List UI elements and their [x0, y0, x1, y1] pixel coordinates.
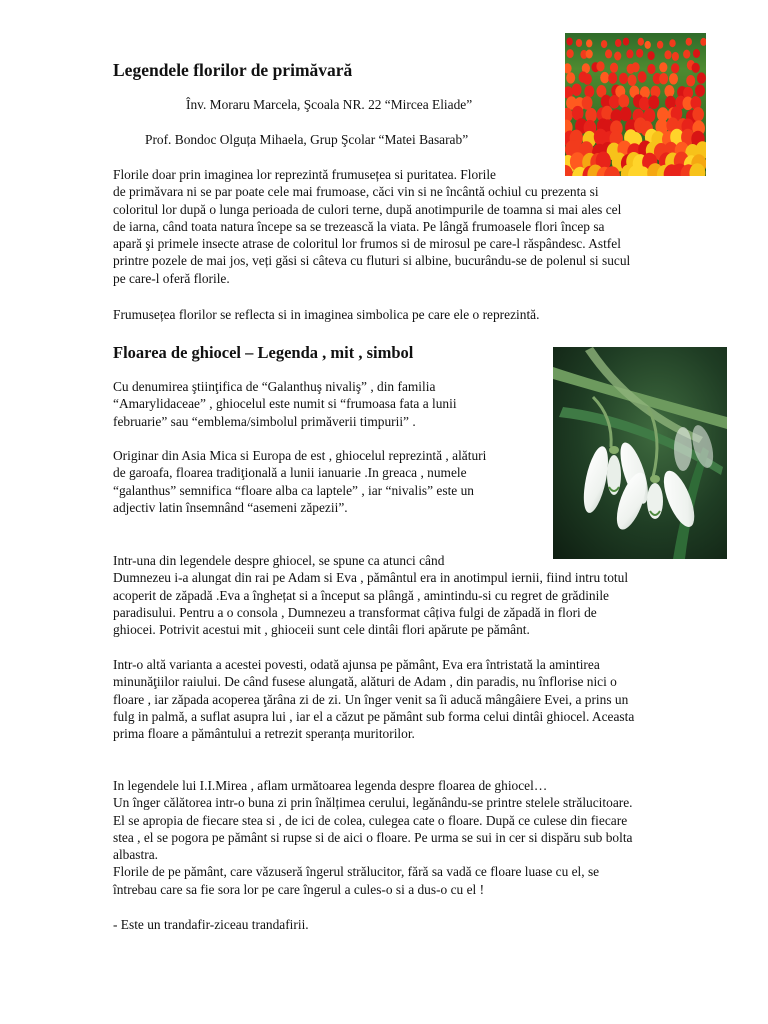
legend-paragraph-1: [113, 552, 628, 638]
snowdrop-paragraph-2: [113, 447, 486, 516]
tulip-blossom: [572, 84, 582, 96]
tulip-blossom: [586, 50, 593, 59]
tulip-blossom: [645, 41, 651, 49]
tulip-blossom: [586, 39, 592, 47]
text-line: ghiocei. Potrivit acestui mit , ghioceii sunt cele dintâi flori apărute pe pământ.: [113, 622, 530, 638]
tulip-blossom: [566, 38, 572, 46]
snowdrop-photo: [553, 347, 727, 559]
text-line: Cu denumirea ştiinţifica de “Galanthuş nivaliş” , din familia: [113, 379, 436, 394]
tulip-blossom: [695, 84, 705, 96]
text-line: întrebau care sa fie sora lor pe care îngerul a cules-o si a dus-o cu el !: [113, 881, 485, 897]
tulip-blossom: [692, 107, 704, 122]
tulip-blossom: [697, 72, 706, 83]
tulip-blossom: [582, 96, 593, 110]
text-line: Un înger călătorea intr-o buna zi prin înălțimea cerului, legănându-se printre stelele strălucitoare.: [113, 795, 633, 811]
text-line: In legendele lui I.I.Mirea , aflam următoarea legenda despre floarea de ghiocel…: [113, 778, 548, 793]
tulip-blossom: [639, 97, 650, 111]
beauty-paragraph: Frumusețea florilor se reflecta si in imaginea simbolica pe care ele o reprezintă.: [113, 307, 540, 322]
tulip-blossom: [623, 38, 629, 46]
text-line: “galanthus” semnifica “floare alba ca laptele” , iar “nivalis” este un: [113, 482, 474, 498]
text-line: Florile de pe pământ, care văzuseră îngerul strălucitor, fără sa vadă ce floare luase cu el, se: [113, 864, 600, 880]
text-line: pe care-l oferă florile.: [113, 270, 230, 286]
text-line: paradisului. Pentru a o consola , Dumnezeu a transformat câțiva fulgi de zăpadă in flori de: [113, 604, 597, 620]
text-line: coloritul lor după o lunga perioada de culori terne, după anotimpurile de toamna si mai ales cel: [113, 201, 622, 217]
text-line: de primăvara ni se par poate cele mai frumoase, căci vin si ne încântă ochiul cu prezenta si: [113, 184, 599, 200]
tulip-blossom: [671, 63, 679, 73]
intro-paragraph: [113, 166, 630, 287]
tulip-blossom: [583, 73, 592, 84]
tulip-blossom: [648, 51, 655, 60]
tulip-blossom: [692, 63, 700, 73]
text-line: El se apropia de fiecare stea si , de ici de colea, culegea cate o floare. După ce culese din fiecare: [113, 812, 628, 828]
text-line: Intr-una din legendele despre ghiocel, se spune ca atunci când: [113, 553, 445, 568]
tulip-blossom: [669, 39, 675, 47]
tulip-blossom: [620, 107, 632, 122]
tulip-blossom: [566, 72, 575, 83]
text-line: printre pozele de mai jos, veți găsi si câteva cu fluturi si albine, bucurându-se de polenul si sucul: [113, 253, 631, 269]
tulip-blossom: [664, 50, 671, 59]
text-line: “Amarylidaceae” , ghiocelul este numit si “frumoasa fata a lunii: [113, 396, 457, 412]
tulip-blossom: [614, 52, 621, 61]
tulip-blossom: [647, 64, 655, 74]
tulip-blossom: [619, 73, 628, 84]
tulip-blossom: [664, 85, 674, 97]
section-heading: Floarea de ghiocel – Legenda , mit , simbol: [113, 343, 414, 362]
text-line: Originar din Asia Mica si Europa de est , ghiocelul reprezintă , alături: [113, 448, 487, 463]
tulip-blossom: [686, 75, 695, 86]
tulip-blossom: [600, 72, 609, 83]
tulip-blossom: [608, 72, 617, 83]
tulip-blossom: [638, 71, 647, 82]
text-line: prima floare a pământului a retrezit speranța muritorilor.: [113, 726, 415, 742]
tulip-field-photo: [565, 33, 706, 176]
tulip-blossom: [605, 49, 612, 58]
tulip-blossom: [615, 39, 621, 47]
tulip-blossom: [693, 49, 700, 58]
closing-line: - Este un trandafir-ziceau trandafirii.: [113, 917, 309, 932]
text-line: Intr-o altă varianta a acestei povesti, odată ajunsa pe pământ, Eva era întristată la amintirea: [113, 657, 600, 672]
text-line: albastra.: [113, 847, 158, 863]
tulip-blossom: [618, 94, 629, 108]
tulip-blossom: [636, 49, 643, 58]
tulip-blossom: [686, 38, 692, 46]
tulip-blossom: [648, 95, 659, 109]
tulip-blossom: [657, 41, 663, 49]
tulip-blossom: [659, 62, 667, 72]
author-line-2: Prof. Bondoc Olguța Mihaela, Grup Şcolar “Matei Basarab”: [145, 132, 469, 147]
tulip-blossom: [626, 49, 633, 58]
tulip-blossom: [610, 63, 618, 73]
tulip-blossom: [567, 49, 574, 58]
tulip-blossom: [683, 50, 690, 59]
author-line-1: Înv. Moraru Marcela, Şcoala NR. 22 “Mircea Eliade”: [186, 97, 473, 112]
text-line: Dumnezeu i-a alungat din rai pe Adam si Eva , pământul era in anotimpul iernii, fiind intru totul: [113, 570, 629, 586]
text-line: de garoafa, floarea tradiţională a lunii ianuarie .In greaca , numele: [113, 465, 467, 481]
text-line: apară şi primele insecte atrase de coloritul lor frumos si de mirosul pe care-l răspândesc. Astfel: [113, 236, 621, 252]
text-line: fulg in palmă, a suflat asupra lui , iar el a căzut pe pământ sub forma celui dintâi ghiocel. Aceasta: [113, 708, 635, 724]
tulip-blossom: [672, 52, 679, 61]
tulip-blossom: [601, 40, 607, 48]
text-line: Florile doar prin imaginea lor reprezintă frumusețea si puritatea. Florile: [113, 167, 496, 182]
tulip-blossom: [609, 95, 620, 109]
tulip-blossom: [669, 73, 678, 84]
document-title: Legendele florilor de primăvară: [113, 60, 353, 80]
text-line: floare , iar zăpada acoperea ţărâna zi de zi. Un înger venit sa îi aducă mângâiere Evei, a prins un: [113, 691, 629, 707]
tulip-blossom: [632, 62, 640, 72]
text-line: acoperit de zăpadă .Eva a înghețat si a început sa plângă , amintindu-si cu regret de grădinile: [113, 587, 609, 603]
text-line: stea , el se pogora pe pământ si rupse si de aici o floare. Pe urma se sui in cer si dispăru sub bolta: [113, 829, 633, 845]
text-line: adjectiv latin însemnând “asemeni zăpezii”.: [113, 499, 348, 515]
tulip-blossom: [628, 75, 637, 86]
text-line: februarie” sau “emblema/simbolul primăverii timpurii” .: [113, 413, 416, 429]
tulip-blossom: [584, 85, 594, 97]
tulip-blossom: [576, 39, 582, 47]
legend-paragraph-2: [113, 656, 634, 742]
snowdrop-paragraph-1: [113, 378, 457, 430]
text-line: de iarna, când toata natura începe sa se trezească la viata. Pe lângă frumoasele flori încep sa: [113, 218, 605, 234]
tulip-blossom: [596, 61, 604, 71]
tulip-blossom: [659, 73, 668, 84]
tulip-blossom: [638, 38, 644, 46]
text-line: minunăţiilor raiului. De când fusese alungată, alături de Adam , din paradis, nu înflorise nici o: [113, 674, 617, 690]
legend-paragraph-3: [113, 777, 633, 898]
